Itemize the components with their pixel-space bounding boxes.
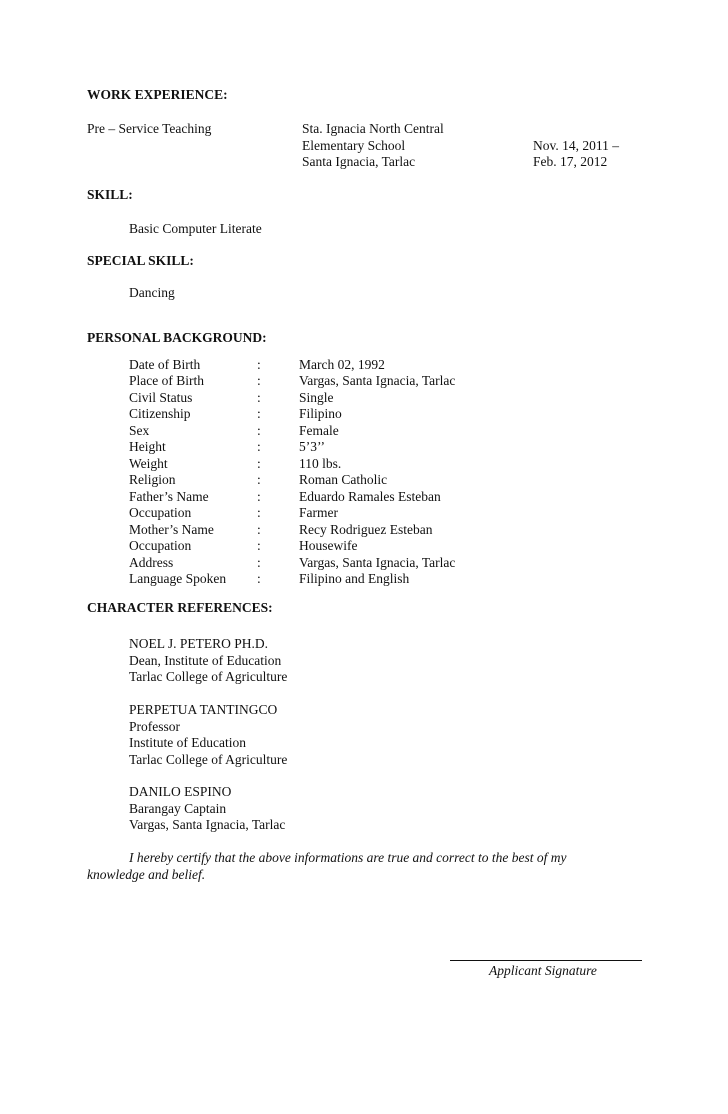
pb-value: Filipino and English <box>299 571 410 586</box>
pb-label: Religion <box>129 472 176 487</box>
work-experience-heading: WORK EXPERIENCE: <box>87 87 228 102</box>
pb-row-mothers-name <box>129 522 549 538</box>
skill-item: Basic Computer Literate <box>129 221 262 236</box>
pb-value: 5’3’’ <box>299 439 325 454</box>
reference-3-address: Vargas, Santa Ignacia, Tarlac <box>129 817 286 832</box>
pb-label: Mother’s Name <box>129 522 214 537</box>
pb-value: Vargas, Santa Ignacia, Tarlac <box>299 555 456 570</box>
pb-row-place-of-birth <box>129 373 549 389</box>
reference-3-name: DANILO ESPINO <box>129 784 232 799</box>
pb-value: Eduardo Ramales Esteban <box>299 489 441 504</box>
pb-colon: : <box>257 439 261 454</box>
pb-value: Housewife <box>299 538 358 553</box>
pb-colon: : <box>257 522 261 537</box>
work-school-line2: Elementary School <box>302 138 406 153</box>
pb-value: Recy Rodriguez Esteban <box>299 522 433 537</box>
reference-2-department: Institute of Education <box>129 735 246 750</box>
pb-colon: : <box>257 423 261 438</box>
work-date-to: Feb. 17, 2012 <box>533 154 608 169</box>
pb-colon: : <box>257 472 261 487</box>
pb-row-language-spoken <box>129 571 549 587</box>
pb-colon: : <box>257 571 261 586</box>
pb-label: Language Spoken <box>129 571 227 586</box>
pb-colon: : <box>257 406 261 421</box>
pb-label: Occupation <box>129 505 192 520</box>
pb-row-civil-status <box>129 390 549 406</box>
pb-row-mother-occupation <box>129 538 549 554</box>
certification-line1: I hereby certify that the above informations are true and correct to the best of my <box>129 850 567 865</box>
pb-colon: : <box>257 538 261 553</box>
pb-value: March 02, 1992 <box>299 357 385 372</box>
pb-colon: : <box>257 390 261 405</box>
pb-row-father-occupation <box>129 505 549 521</box>
pb-row-address <box>129 555 549 571</box>
pb-colon: : <box>257 456 261 471</box>
pb-label: Occupation <box>129 538 192 553</box>
pb-value: 110 lbs. <box>299 456 342 471</box>
pb-label: Weight <box>129 456 168 471</box>
pb-row-height <box>129 439 549 455</box>
work-school-line1: Sta. Ignacia North Central <box>302 121 444 136</box>
pb-value: Filipino <box>299 406 342 421</box>
character-references-heading: CHARACTER REFERENCES: <box>87 600 273 615</box>
signature-label: Applicant Signature <box>489 963 597 978</box>
pb-row-citizenship <box>129 406 549 422</box>
pb-label: Father’s Name <box>129 489 209 504</box>
special-skill-heading: SPECIAL SKILL: <box>87 253 194 268</box>
pb-label: Citizenship <box>129 406 191 421</box>
pb-value: Vargas, Santa Ignacia, Tarlac <box>299 373 456 388</box>
pb-row-date-of-birth <box>129 357 549 373</box>
reference-2-name: PERPETUA TANTINGCO <box>129 702 278 717</box>
pb-colon: : <box>257 373 261 388</box>
special-skill-item: Dancing <box>129 285 175 300</box>
skill-heading: SKILL: <box>87 187 133 202</box>
signature-line <box>450 960 642 961</box>
pb-colon: : <box>257 489 261 504</box>
pb-label: Place of Birth <box>129 373 204 388</box>
work-date-from: Nov. 14, 2011 – <box>533 138 619 153</box>
pb-label: Height <box>129 439 166 454</box>
pb-row-weight <box>129 456 549 472</box>
pb-colon: : <box>257 357 261 372</box>
reference-1-name: NOEL J. PETERO PH.D. <box>129 636 269 651</box>
pb-label: Civil Status <box>129 390 193 405</box>
pb-value: Single <box>299 390 334 405</box>
pb-row-sex <box>129 423 549 439</box>
certification-line2: knowledge and belief. <box>87 867 206 882</box>
reference-1-institution: Tarlac College of Agriculture <box>129 669 288 684</box>
pb-colon: : <box>257 555 261 570</box>
reference-3-title: Barangay Captain <box>129 801 227 816</box>
reference-1-title: Dean, Institute of Education <box>129 653 282 668</box>
reference-2-title: Professor <box>129 719 180 734</box>
personal-background-heading: PERSONAL BACKGROUND: <box>87 330 267 345</box>
work-position: Pre – Service Teaching <box>87 121 212 136</box>
pb-value: Roman Catholic <box>299 472 388 487</box>
pb-value: Farmer <box>299 505 338 520</box>
work-school-line3: Santa Ignacia, Tarlac <box>302 154 416 169</box>
pb-row-religion <box>129 472 549 488</box>
pb-label: Address <box>129 555 174 570</box>
pb-label: Sex <box>129 423 150 438</box>
pb-value: Female <box>299 423 339 438</box>
pb-label: Date of Birth <box>129 357 201 372</box>
reference-2-institution: Tarlac College of Agriculture <box>129 752 288 767</box>
pb-colon: : <box>257 505 261 520</box>
pb-row-fathers-name <box>129 489 549 505</box>
